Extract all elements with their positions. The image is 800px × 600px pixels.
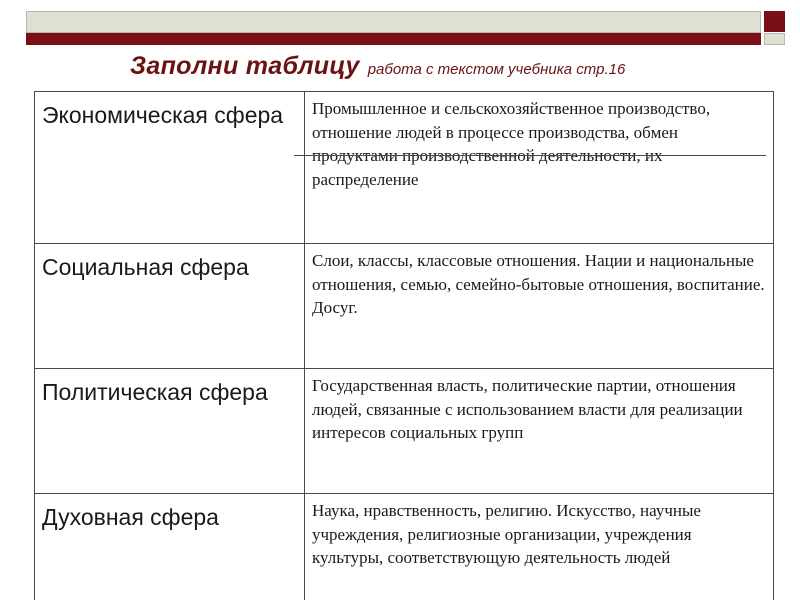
slide-title (130, 52, 625, 81)
table-row (35, 244, 774, 369)
sphere-description-cell: Государственная власть, политические партии, отношения людей, связанные с использованием власти для реализации интересов социальных групп (305, 369, 774, 494)
sphere-name-cell: Экономическая сфера (35, 92, 305, 244)
divider-line (294, 155, 766, 156)
sphere-description-cell: Наука, нравственность, религию. Искусство, научные учреждения, религиозные организации, учреждения культуры, соответствующую деятельность людей (305, 494, 774, 600)
title-main: Заполни таблицу (130, 52, 360, 80)
title-subtitle: работа с текстом учебника стр.16 (367, 61, 626, 78)
corner-square-gray (764, 33, 785, 45)
table-row (35, 92, 774, 244)
corner-square-red (764, 11, 785, 32)
table-row (35, 494, 774, 600)
sphere-name-cell: Духовная сфера (35, 494, 305, 600)
header-bar-gray (26, 11, 761, 33)
header-bar-red (26, 33, 761, 45)
spheres-table (34, 91, 774, 600)
sphere-description-cell: Промышленное и сельскохозяйственное производство, отношение людей в процессе производства, обмен продуктами производственной деятельности, их распределение (305, 92, 774, 244)
sphere-name-cell: Политическая сфера (35, 369, 305, 494)
sphere-name-cell: Социальная сфера (35, 244, 305, 369)
sphere-description-cell: Слои, классы, классовые отношения. Нации и национальные отношения, семью, семейно-бытовые отношения, воспитание. Досуг. (305, 244, 774, 369)
table-row (35, 369, 774, 494)
